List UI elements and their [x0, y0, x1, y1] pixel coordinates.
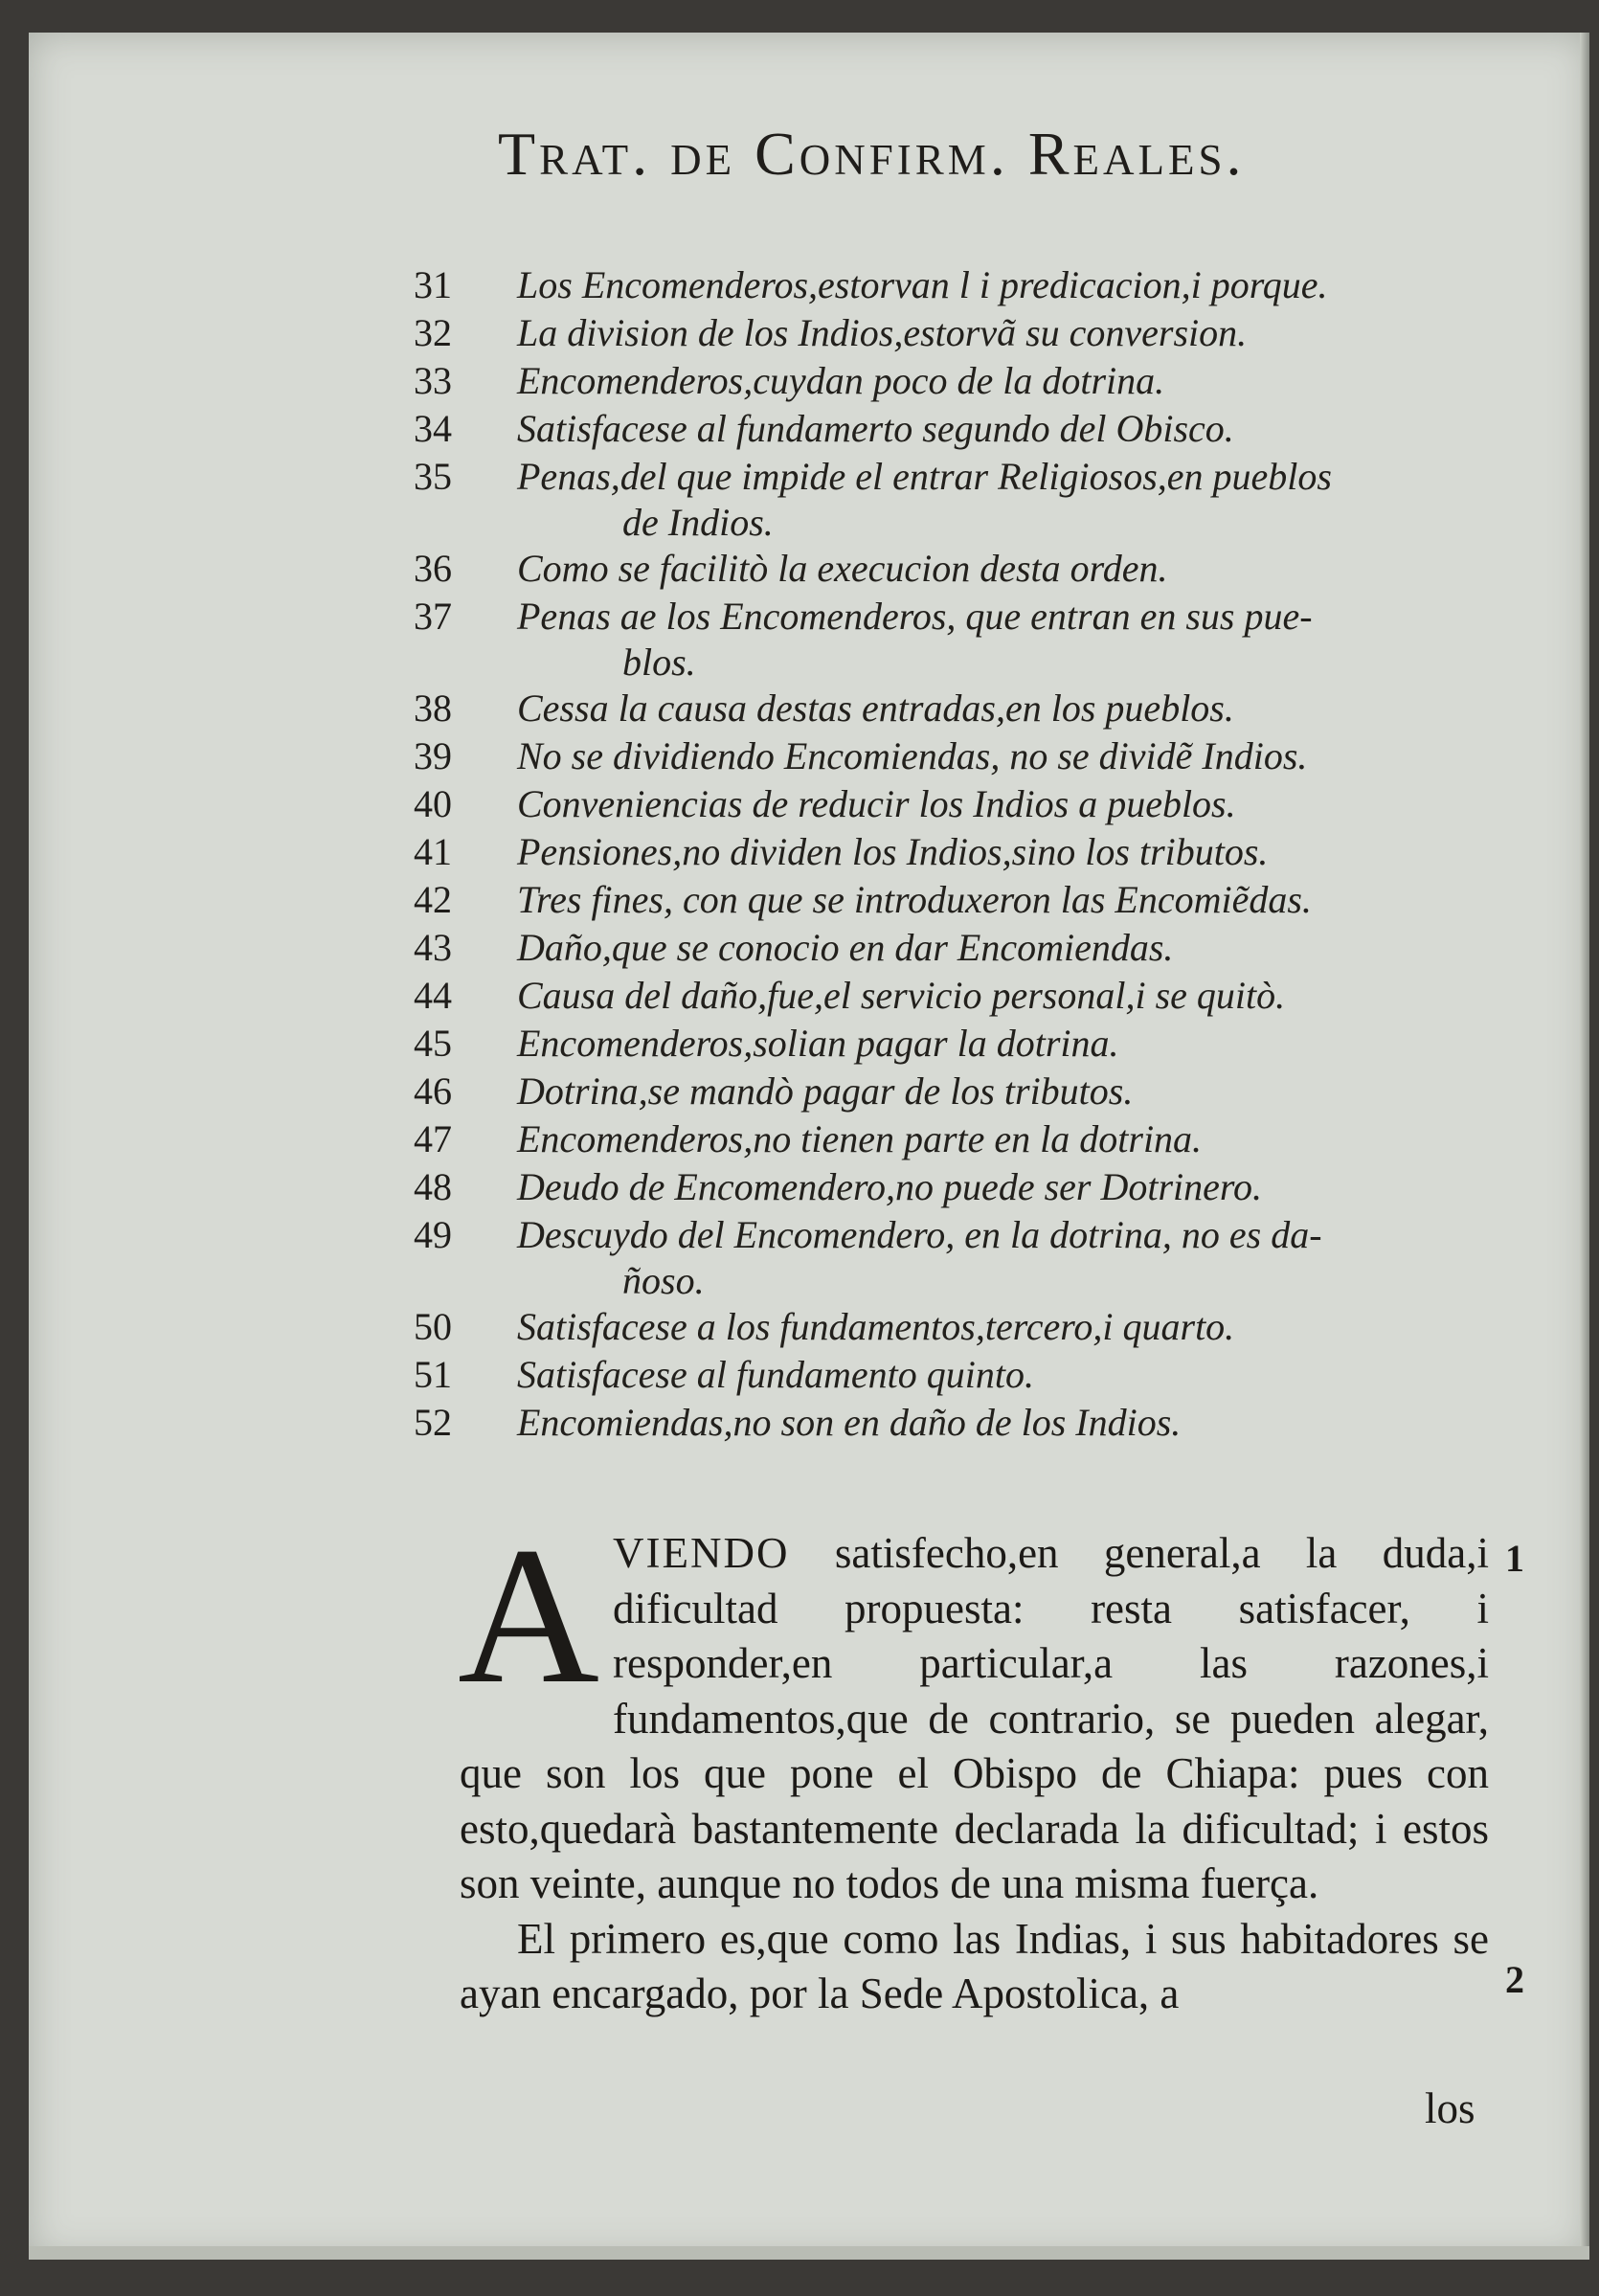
summary-number: 32 — [414, 311, 452, 354]
summary-number: 35 — [414, 455, 452, 498]
summary-text-continuation: ñoso. — [622, 1259, 705, 1302]
summary-text-line: Penas,del que impide el entrar Religiosos,en pueblos — [517, 455, 1332, 498]
summary-text-line: Descuydo del Encomendero, en la dotrina, no es da- — [517, 1213, 1322, 1256]
lead-word: VIENDO — [613, 1529, 790, 1577]
summary-number: 51 — [414, 1353, 452, 1396]
summary-text: Conveniencias de reducir los Indios a pueblos. — [517, 782, 1236, 825]
summary-number: 36 — [414, 547, 452, 590]
paragraph-2: El primero es,que como las Indias, i sus habitadores se ayan encargado, por la Sede Apostolica, a — [460, 1914, 1489, 2017]
summary-item — [29, 358, 1589, 406]
summary-text: Encomiendas,no son en daño de los Indios. — [517, 1401, 1182, 1444]
summary-text: Satisfacese al fundamento quinto. — [517, 1353, 1034, 1396]
catchword: los — [1425, 2084, 1475, 2132]
summary-text: La division de los Indios,estorvã su conversion. — [517, 311, 1248, 354]
summary-number: 47 — [414, 1117, 452, 1160]
summary-text: Encomenderos,no tienen parte en la dotrina. — [517, 1117, 1203, 1160]
summary-number: 48 — [414, 1165, 452, 1208]
summary-item — [29, 1164, 1589, 1212]
summary-text-line: Penas ae los Encomenderos, que entran en sus pue- — [517, 595, 1313, 638]
summary-item — [29, 1069, 1589, 1116]
book-page — [29, 33, 1589, 2260]
summary-number: 31 — [414, 263, 452, 306]
margin-number: 2 — [1505, 1958, 1524, 2001]
body-text — [458, 1507, 1489, 2065]
summary-item — [29, 1021, 1589, 1069]
summary-text: Pensiones,no dividen los Indios,sino los tributos. — [517, 830, 1269, 873]
summary-text-continuation: de Indios. — [622, 501, 774, 544]
summary-item — [29, 1352, 1589, 1400]
summary-number: 46 — [414, 1069, 452, 1113]
summary-text — [517, 1212, 1484, 1304]
summary-number: 39 — [414, 734, 452, 777]
margin-number: 1 — [1505, 1537, 1524, 1580]
summary-number: 41 — [414, 830, 452, 873]
summary-text: Dotrina,se mandò pagar de los tributos. — [517, 1069, 1134, 1113]
summary-number: 49 — [414, 1213, 452, 1256]
summary-text — [517, 454, 1484, 546]
summary-text: Encomenderos,cuydan poco de la dotrina. — [517, 359, 1165, 402]
summary-text: Daño,que se conocio en dar Encomiendas. — [517, 926, 1174, 969]
summary-item — [29, 733, 1589, 781]
summary-text: Causa del daño,fue,el servicio personal,i se quitò. — [517, 974, 1286, 1017]
summary-number: 40 — [414, 782, 452, 825]
summary-item — [29, 594, 1589, 686]
summary-item — [29, 686, 1589, 733]
summary-item — [29, 1304, 1589, 1352]
summary-text: Deudo de Encomendero,no puede ser Dotrinero. — [517, 1165, 1262, 1208]
summary-text-continuation: blos. — [622, 641, 696, 684]
summary-number: 38 — [414, 687, 452, 730]
summary-item — [29, 829, 1589, 877]
summary-text: Cessa la causa destas entradas,en los pueblos. — [517, 687, 1234, 730]
summary-text — [517, 594, 1484, 686]
summary-item — [29, 406, 1589, 454]
summary-item — [29, 1212, 1589, 1304]
summary-item — [29, 310, 1589, 358]
summary-item — [29, 262, 1589, 310]
paragraph-1-text: satisfecho,en general,a la duda,i dificultad propuesta: resta satisfacer, i responder,en particular,a las razones,i fundamentos,que de contrario, se pueden alegar, que son los que pone el Obispo de Chiapa: pues con esto,quedarà bastantemente declarada la dificultad; i estos son veinte, aunque no todos de una misma fuerça. — [460, 1529, 1489, 1907]
summary-number: 42 — [414, 878, 452, 921]
summary-text: Tres fines, con que se introduxeron las Encomiẽdas. — [517, 878, 1312, 921]
summary-number: 45 — [414, 1022, 452, 1065]
summary-item — [29, 925, 1589, 973]
summary-item — [29, 877, 1589, 925]
summary-number: 43 — [414, 926, 452, 969]
summary-item — [29, 1400, 1589, 1448]
running-head: Trat. de Confirm. Reales. — [498, 120, 1246, 188]
summary-number: 37 — [414, 595, 452, 638]
paragraph-1 — [458, 1507, 1489, 1912]
summary-number: 52 — [414, 1401, 452, 1444]
summary-text: Encomenderos,solian pagar la dotrina. — [517, 1022, 1119, 1065]
summary-text: Satisfacese al fundamerto segundo del Obisco. — [517, 407, 1234, 450]
summary-item — [29, 454, 1589, 546]
summary-number: 44 — [414, 974, 452, 1017]
summary-text: No se dividiendo Encomiendas, no se dividẽ Indios. — [517, 734, 1308, 777]
summary-number: 34 — [414, 407, 452, 450]
summary-number: 33 — [414, 359, 452, 402]
summary-text: Como se facilitò la execucion desta orden. — [517, 547, 1168, 590]
summary-text: Satisfacese a los fundamentos,tercero,i quarto. — [517, 1305, 1235, 1348]
summary-item — [29, 1116, 1589, 1164]
summary-text: Los Encomenderos,estorvan l i predicacion,i porque. — [517, 263, 1328, 306]
summary-item — [29, 781, 1589, 829]
summary-item — [29, 973, 1589, 1021]
summary-item — [29, 546, 1589, 594]
summary-number: 50 — [414, 1305, 452, 1348]
drop-cap-initial: A — [458, 1507, 600, 1724]
page-bottom-edge — [29, 2246, 1589, 2260]
